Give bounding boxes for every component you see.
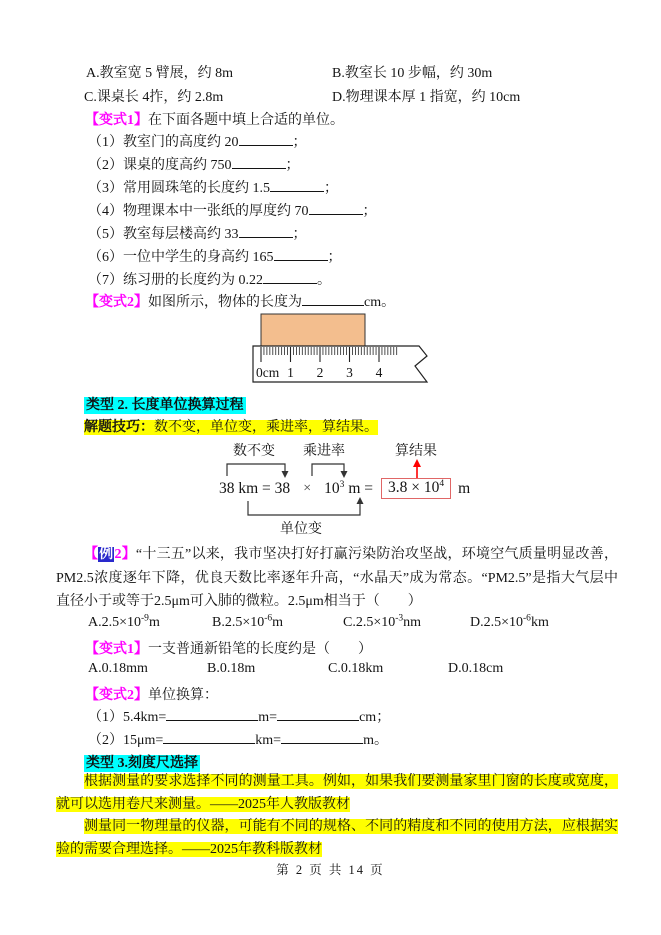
diagram-label-number: 数不变 <box>233 444 275 459</box>
pencil-marker: 【变式1】 <box>85 642 148 657</box>
variant2-unit: cm。 <box>364 295 396 310</box>
fill-item-tail: ； <box>327 250 342 265</box>
answer-blank <box>263 270 317 284</box>
conversion-equation <box>219 478 470 499</box>
conversion-marker: 【变式2】 <box>85 688 148 703</box>
answer-blank <box>232 155 286 169</box>
variant1-text: 在下面各题中填上合适的单位。 <box>148 113 344 128</box>
svg-text:4: 4 <box>375 365 383 380</box>
conversion-row <box>88 729 388 749</box>
type3-heading <box>84 752 200 772</box>
page-footer: 第 2 页 共 14 页 <box>276 863 385 877</box>
fill-item-text: （1）教室门的高度约 20 <box>88 135 239 150</box>
fill-item <box>88 246 342 266</box>
fill-item-tail: ； <box>292 135 307 150</box>
fill-item <box>88 131 307 151</box>
conversion-row-tail: m。 <box>363 733 388 748</box>
pencil-text: 一支普通新铅笔的长度约是（ ） <box>148 642 372 657</box>
option-b-top: B.教室长 10 步幅，约 30m <box>332 66 493 81</box>
textbook-quote-jiaokeban <box>56 816 618 861</box>
fill-item-text: （3）常用圆珠笔的长度约 1.5 <box>88 181 270 196</box>
example2-paragraph <box>56 543 618 614</box>
pm-option-a: $A.2.5\times 10^{-9}m$ <box>88 613 160 630</box>
conversion-row-mid: m= <box>258 710 278 725</box>
type2-heading <box>84 394 246 414</box>
svg-text:0cm: 0cm <box>256 365 280 380</box>
answer-blank <box>309 201 363 215</box>
fill-item-text: （6）一位中学生的身高约 165 <box>88 250 274 265</box>
pencil-option-a: A.0.18mm <box>88 661 148 676</box>
conversion-row-pre: （2）15μm= <box>88 733 164 748</box>
answer-blank <box>163 730 255 744</box>
fill-item <box>88 200 377 220</box>
svg-text:1: 1 <box>287 365 294 380</box>
conversion-row <box>88 706 390 726</box>
option-a-top: A.教室宽 5 臂展，约 8m <box>86 66 233 81</box>
answer-blank <box>281 730 363 744</box>
pencil-option-d: D.0.18cm <box>448 661 504 676</box>
pm-option-b: $B.2.5\times 10^{-6}m$ <box>212 613 284 630</box>
arrowhead-up-icon <box>413 459 421 467</box>
answer-blank <box>239 224 293 238</box>
arrowhead-down-icon <box>282 471 289 478</box>
conversion-row-mid: km= <box>255 733 282 748</box>
pencil-question <box>85 638 372 658</box>
fill-item <box>88 177 338 197</box>
option-c-top: C.课桌长 4拃，约 2.8m <box>84 90 224 105</box>
fill-item-text: （4）物理课本中一张纸的厚度约 70 <box>88 204 309 219</box>
type2-heading-text: 类型 2. 长度单位换算过程 <box>86 398 244 413</box>
power-term: $10^3$ <box>324 479 345 497</box>
answer-blank <box>277 707 359 721</box>
fill-item-tail: 。 <box>317 273 331 288</box>
equation-mid: m = <box>348 479 374 497</box>
example2-marker-highlight: 例 <box>99 547 114 562</box>
pm-option-c: $C.2.5\times 10^{-3}nm$ <box>343 613 422 630</box>
pm-option-d: $D.2.5\times 10^{-6}km$ <box>470 613 549 630</box>
fill-item <box>88 269 331 289</box>
measured-object <box>261 314 365 346</box>
textbook-quote-renjiao <box>56 771 618 816</box>
fill-item-tail: ； <box>292 227 307 242</box>
conversion-diagram <box>0 438 661 540</box>
variant2-marker: 【变式2】 <box>85 295 148 310</box>
svg-text:3: 3 <box>346 365 353 380</box>
fill-item-text: （7）练习册的长度约为 0.22 <box>88 273 263 288</box>
textbook-quote-text: 测量同一物理量的仪器，可能有不同的规格、不同的精度和不同的使用方法，应根据实验的需要合理选择。——2025年教科版教材 <box>56 819 618 857</box>
equation-lhs: 38 km = 38 <box>219 479 291 497</box>
unit-conversion-heading <box>85 684 218 704</box>
diagram-label-rate: 乘进率 <box>303 444 345 459</box>
arrowhead-down-icon <box>341 471 348 478</box>
variant1-heading <box>85 109 344 129</box>
pencil-option-b: B.0.18m <box>207 661 256 676</box>
option-d-top: D.物理课本厚 1 指宽，约 10cm <box>332 90 521 105</box>
answer-blank <box>270 178 324 192</box>
bracket-number-unchanged <box>227 464 285 476</box>
pencil-option-c: C.0.18km <box>328 661 384 676</box>
fill-item <box>88 154 300 174</box>
answer-blank <box>166 707 258 721</box>
fill-item-tail: ； <box>285 158 300 173</box>
diagram-label-unit: 单位变 <box>280 522 322 537</box>
fill-item <box>88 223 307 243</box>
multiply-sign: × <box>303 480 312 496</box>
tip-text: 数不变，单位变，乘进率，算结果。 <box>154 420 378 435</box>
bracket-multiply-rate <box>312 464 344 476</box>
fill-item-text: （5）教室每层楼高约 33 <box>88 227 239 242</box>
example2-body: “十三五”以来，我市坚决打好打赢污染防治攻坚战，环境空气质量明显改善，PM2.5浓度逐年下降，优良天数比率逐年升高，“水晶天”成为常态。“PM2.5”是指大气层中直径小于或等于2.5μm可入肺的微粒。2.5μm相当于（ ） <box>56 547 619 609</box>
diagram-label-result: 算结果 <box>395 444 437 459</box>
ruler-figure <box>228 303 468 395</box>
conversion-row-tail: cm； <box>359 710 391 725</box>
type3-heading-text: 类型 3.刻度尺选择 <box>86 756 198 771</box>
tip-line <box>84 416 378 436</box>
textbook-quote-text: 根据测量的要求选择不同的测量工具。例如，如果我们要测量家里门窗的长度或宽度，就可以选用卷尺来测量。——2025年人教版教材 <box>56 774 618 812</box>
fill-item-tail: ； <box>324 181 338 196</box>
example2-marker-open: 【 <box>84 547 99 562</box>
fill-item-tail: ； <box>362 204 377 219</box>
equation-unit: m <box>458 479 471 497</box>
fill-item-text: （2）课桌的度高约 750 <box>88 158 232 173</box>
variant2-text: 如图所示，物体的长度为 <box>148 295 302 310</box>
result-box: $3.8 \times 10^4$ <box>381 478 451 499</box>
bracket-unit-changed <box>248 501 360 515</box>
tip-label: 解题技巧： <box>84 420 154 435</box>
conversion-title: 单位换算： <box>148 688 218 703</box>
conversion-row-pre: （1）5.4km= <box>88 710 167 725</box>
variant1-marker: 【变式1】 <box>85 113 148 128</box>
answer-blank <box>239 132 293 146</box>
answer-blank <box>274 247 328 261</box>
svg-text:2: 2 <box>316 365 324 380</box>
example2-marker-close: 2】 <box>114 547 136 562</box>
